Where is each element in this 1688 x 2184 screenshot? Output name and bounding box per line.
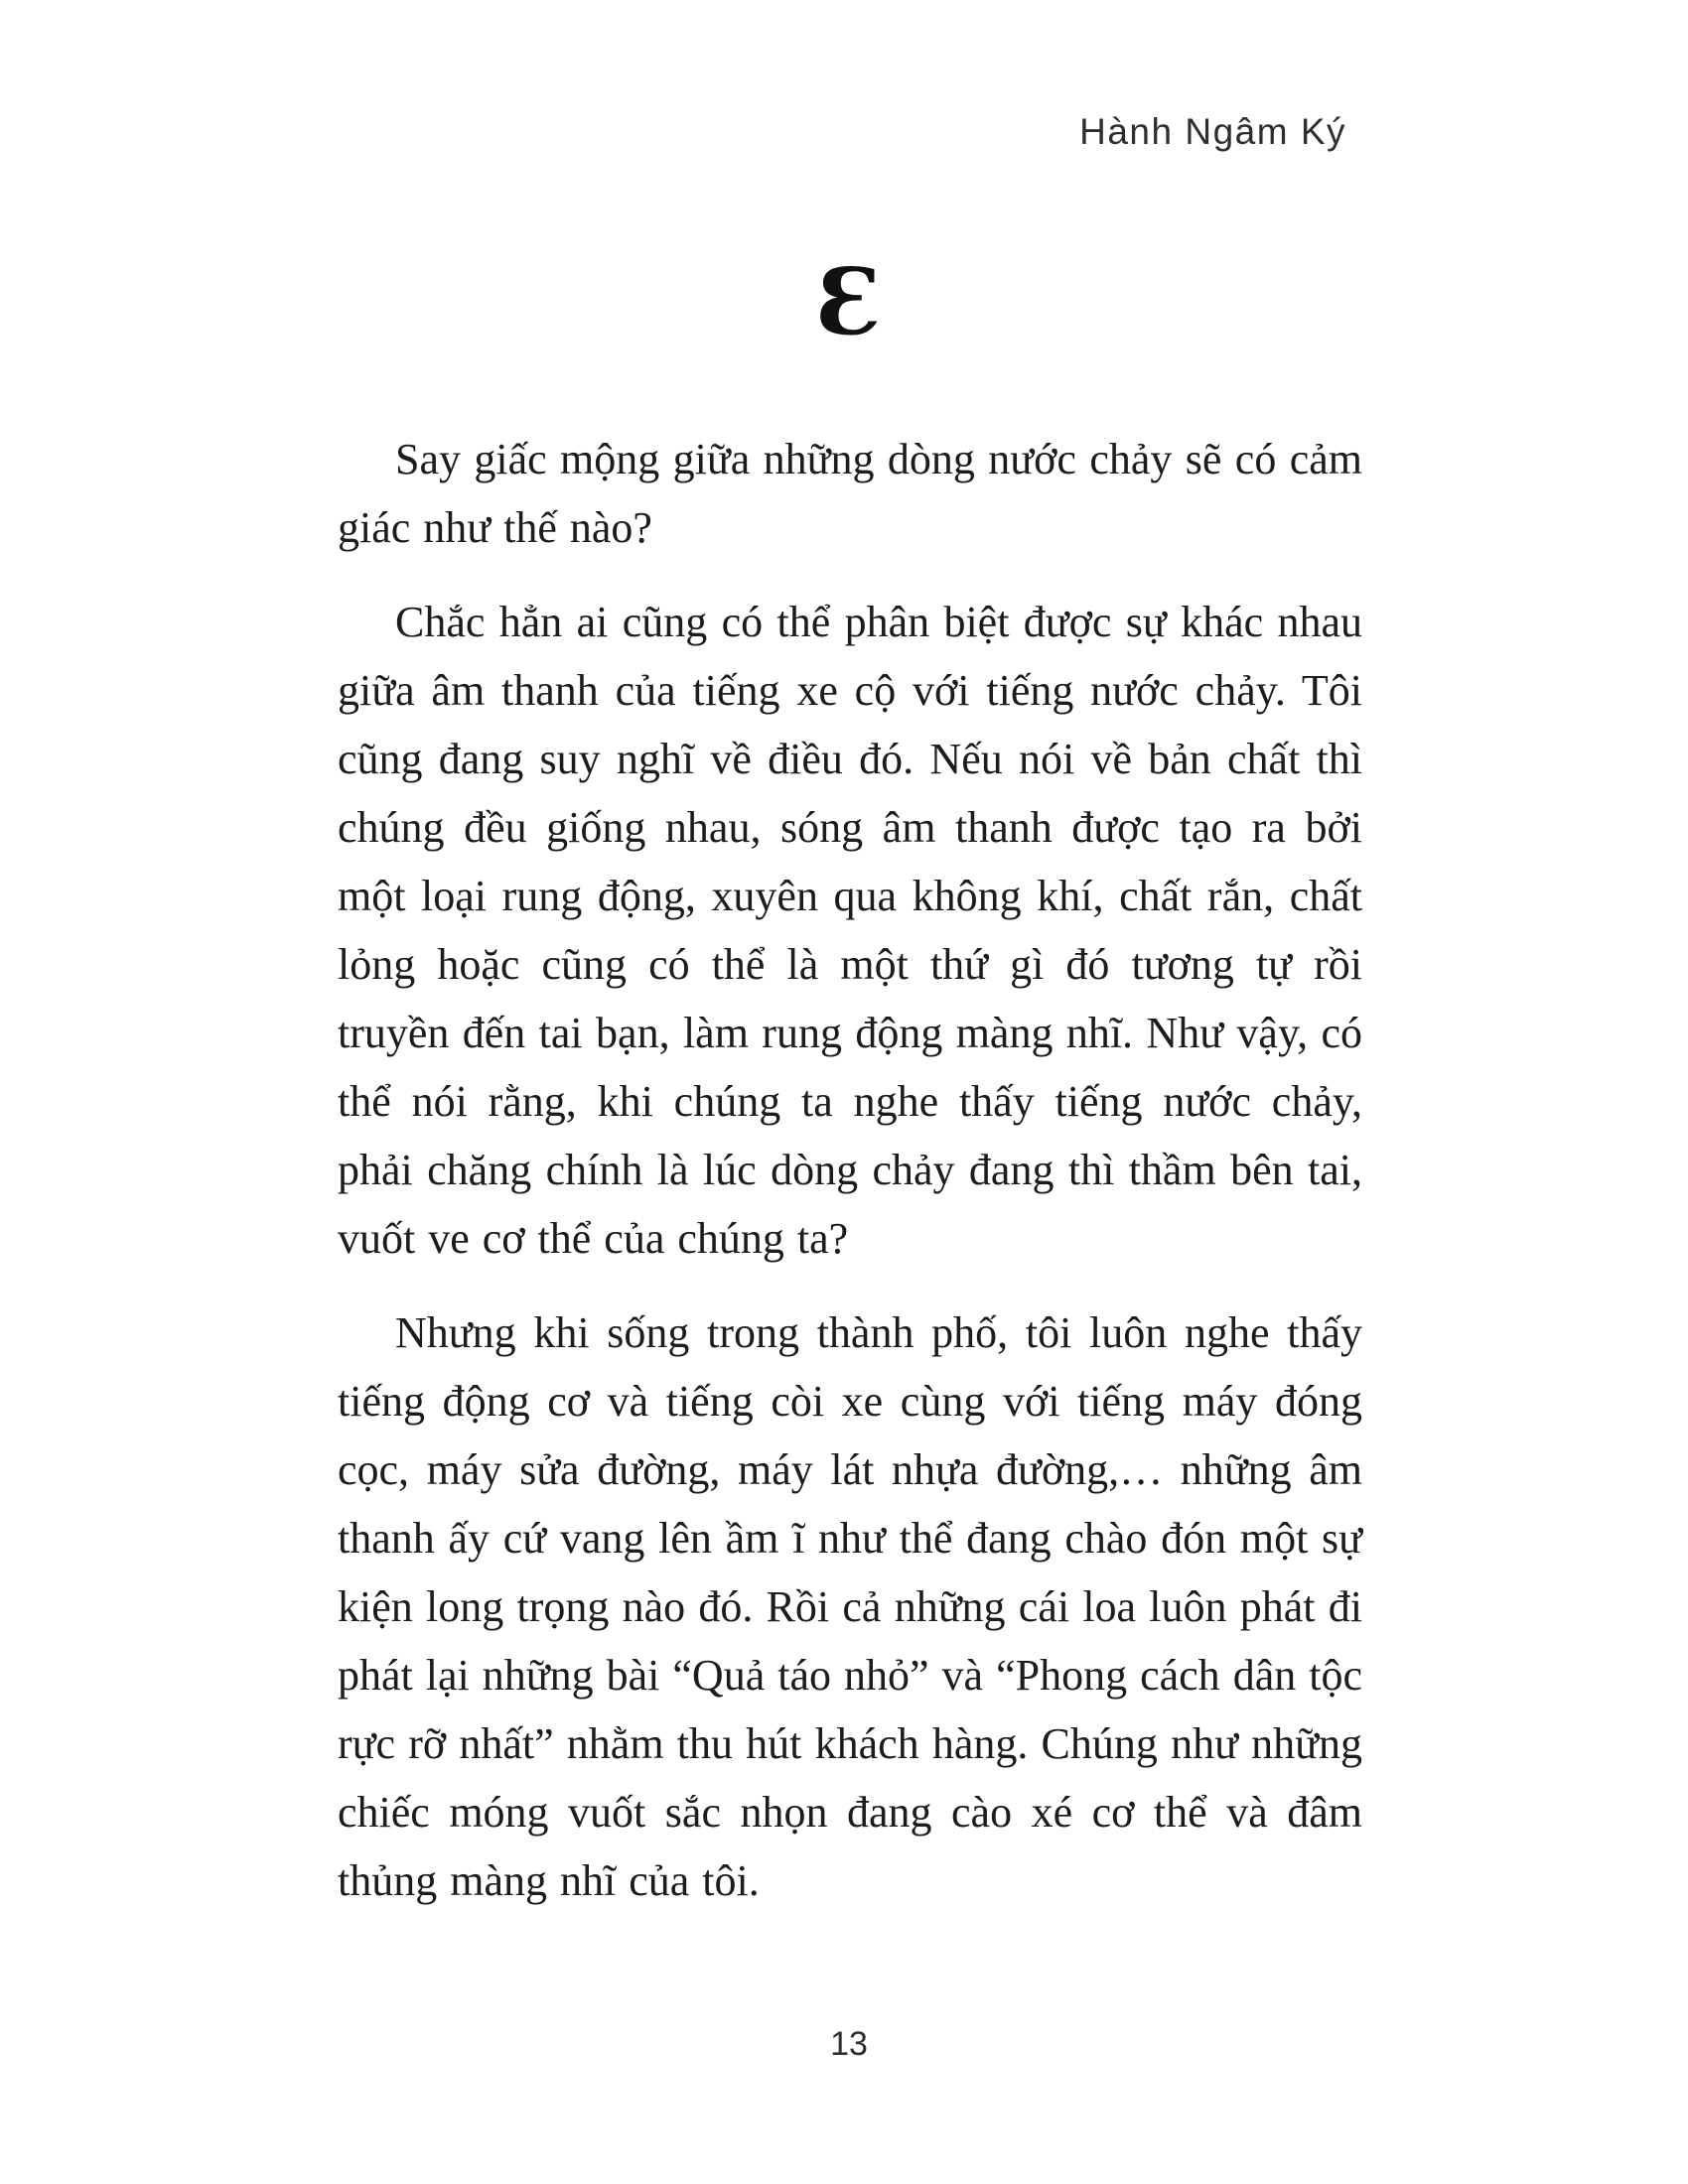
paragraph: Nhưng khi sống trong thành phố, tôi luôn nghe thấy tiếng động cơ và tiếng còi xe cùng với tiếng máy đóng cọc, máy sửa đường, máy lát nhựa đường,… những âm thanh ấy cứ vang lên ầm ĩ như thể đang chào đón một sự kiện long trọng nào đó. Rồi cả những cái loa luôn phát đi phát lại những bài “Quả táo nhỏ” và “Phong cách dân tộc rực rỡ nhất” nhằm thu hút khách hàng. Chúng như những chiếc móng vuốt sắc nhọn đang cào xé cơ thể và đâm thủng màng nhĩ của tôi. xyxy=(338,1308,1362,1905)
paragraph: Chắc hẳn ai cũng có thể phân biệt được sự khác nhau giữa âm thanh của tiếng xe cộ với tiếng nước chảy. Tôi cũng đang suy nghĩ về điều đó. Nếu nói về bản chất thì chúng đều giống nhau, sóng âm thanh được tạo ra bởi một loại rung động, xuyên qua không khí, chất rắn, chất lỏng hoặc cũng có thể là một thứ gì đó tương tự rồi truyền đến tai bạn, làm rung động màng nhĩ. Như vậy, có thể nói rằng, khi chúng ta nghe thấy tiếng nước chảy, phải chăng chính là lúc dòng chảy đang thì thầm bên tai, vuốt ve cơ thể của chúng ta? xyxy=(338,598,1362,1263)
paragraph: Say giấc mộng giữa những dòng nước chảy sẽ có cảm giác như thế nào? xyxy=(338,435,1362,552)
page-number: 13 xyxy=(830,2025,868,2063)
running-header: Hành Ngâm Ký xyxy=(1079,111,1346,152)
chapter-number: Ɛ xyxy=(815,248,883,355)
body-text xyxy=(338,425,1362,1941)
